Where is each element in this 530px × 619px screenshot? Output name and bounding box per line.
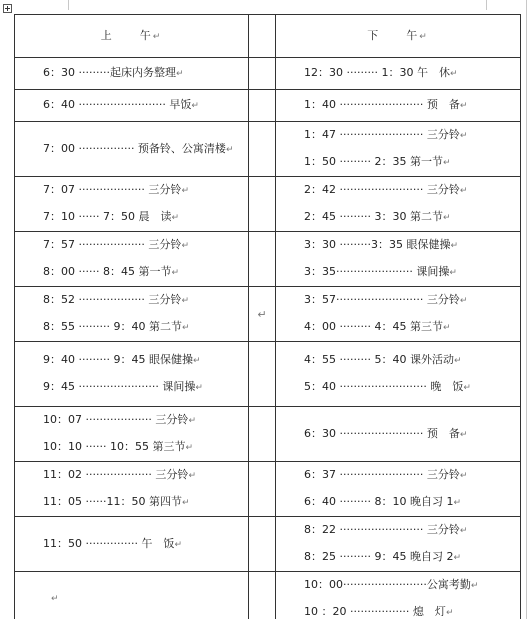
schedule-entry (15, 374, 248, 401)
afternoon-header-label: 下 午 (367, 28, 420, 42)
schedule-entry-text: 6：30 ························ 预 备 (304, 426, 460, 440)
schedule-entry (15, 177, 248, 204)
paragraph-mark-icon: ↵ (192, 356, 201, 366)
afternoon-cell (276, 462, 521, 517)
schedule-table (14, 14, 521, 619)
schedule-entry (276, 149, 520, 176)
paragraph-mark-icon: ↵ (188, 416, 196, 426)
schedule-entry-text: 9：45 ······················· 课间操 (43, 380, 196, 393)
schedule-entry (276, 232, 520, 259)
schedule-entry (276, 287, 520, 314)
paragraph-mark-icon: ↵ (181, 186, 189, 196)
gap-cell (249, 342, 276, 407)
table-row (15, 90, 521, 122)
paragraph-mark-icon: ↵ (459, 296, 468, 306)
paragraph-mark-icon: ↵ (445, 608, 454, 618)
schedule-entry (15, 92, 248, 119)
schedule-entry-text: 1：50 ········· 2：35 第一节 (304, 155, 443, 168)
schedule-entry-text: 3：57························· 三分铃 (304, 293, 460, 306)
gap-cell (249, 122, 276, 177)
paragraph-mark-icon: ↵ (185, 443, 194, 453)
schedule-entry (276, 517, 520, 544)
gap-cell (249, 517, 276, 572)
gap-cell (249, 572, 276, 619)
table-row (15, 287, 521, 342)
schedule-entry (276, 374, 520, 401)
schedule-entry (15, 531, 248, 558)
morning-cell (15, 58, 249, 90)
schedule-entry (15, 136, 248, 163)
gap-column (249, 15, 276, 58)
schedule-entry-text: 10：07 ··················· 三分铃 (43, 413, 189, 426)
morning-header-label: 上 午 (100, 28, 153, 42)
schedule-entry (276, 421, 520, 448)
table-row (15, 572, 521, 619)
table-row (15, 122, 521, 177)
schedule-entry-text: 7：57 ··················· 三分铃 (43, 238, 182, 251)
paragraph-mark-icon: ↵ (459, 131, 468, 141)
paragraph-mark-icon: ↵ (459, 526, 468, 536)
schedule-entry-text: 9：40 ········· 9：45 眼保健操 (43, 353, 193, 366)
schedule-entry-text: 12：30 ········· 1：30 午 休 (304, 66, 450, 79)
afternoon-cell (276, 287, 521, 342)
schedule-entry (15, 259, 248, 286)
schedule-entry (276, 599, 520, 619)
gap-cell (249, 287, 276, 342)
table-row (15, 177, 521, 232)
schedule-entry-text: 11：50 ··············· 午 饭 (43, 536, 175, 550)
schedule-entry-text: 7：00 ················ 预备铃、公寓清楼 (43, 141, 226, 155)
gap-cell (249, 462, 276, 517)
paragraph-mark-icon: ↵ (463, 383, 471, 393)
paragraph-mark-icon: ↵ (442, 213, 451, 223)
schedule-entry-text: 2：42 ························ 三分铃 (304, 183, 460, 196)
morning-cell (15, 287, 249, 342)
afternoon-cell (276, 90, 521, 122)
paragraph-mark-icon: ↵ (459, 101, 468, 111)
paragraph-mark-icon: ↵ (453, 553, 461, 563)
schedule-entry (276, 489, 520, 516)
gap-cell (249, 58, 276, 90)
schedule-entry-text: 6：40 ························· 早饭 (43, 98, 192, 111)
paragraph-mark-icon: ↵ (449, 69, 458, 79)
paragraph-mark-icon: ↵ (175, 69, 184, 79)
paragraph-mark-icon: ↵ (152, 31, 163, 42)
morning-cell (15, 462, 249, 517)
morning-cell (15, 232, 249, 287)
schedule-entry-text: 10：10 ······ 10：55 第三节 (43, 440, 186, 453)
paragraph-mark-icon: ↵ (470, 581, 479, 591)
paragraph-mark-icon: ↵ (191, 101, 199, 111)
schedule-entry-text: 6：30 ·········起床内务整理 (43, 66, 176, 79)
table-row (15, 232, 521, 287)
paragraph-mark-icon: ↵ (453, 356, 462, 366)
paragraph-mark-icon: ↵ (171, 213, 180, 223)
schedule-entry-text: 8：55 ········· 9：40 第二节 (43, 320, 182, 333)
schedule-entry (15, 314, 248, 341)
schedule-entry (276, 259, 520, 286)
schedule-entry-text: 3：30 ·········3：35 眼保健操 (304, 238, 451, 251)
schedule-entry (276, 60, 520, 87)
schedule-entry-text: 6：37 ························ 三分铃 (304, 468, 460, 481)
schedule-entry-text: 5：40 ························· 晚 饭 (304, 380, 464, 393)
table-move-handle-icon[interactable] (3, 4, 12, 13)
paragraph-mark-icon: ↵ (181, 241, 189, 251)
schedule-entry-text: 4：00 ········· 4：45 第三节 (304, 320, 443, 333)
schedule-entry (276, 92, 520, 119)
schedule-entry (276, 462, 520, 489)
paragraph-mark-icon: ↵ (225, 144, 234, 155)
schedule-entry-text: 8：22 ························ 三分铃 (304, 523, 460, 536)
morning-cell (15, 177, 249, 232)
afternoon-cell (276, 177, 521, 232)
schedule-entry (15, 204, 248, 231)
table-row (15, 407, 521, 462)
paragraph-mark-icon: ↵ (459, 471, 468, 481)
morning-cell (15, 407, 249, 462)
schedule-entry (15, 347, 248, 374)
schedule-entry-text: 4：55 ········· 5：40 课外活动 (304, 353, 454, 366)
gap-cell (249, 177, 276, 232)
paragraph-mark-icon: ↵ (419, 31, 429, 42)
header-row (15, 15, 521, 58)
paragraph-mark-icon: ↵ (459, 186, 468, 196)
schedule-entry (276, 347, 520, 374)
paragraph-mark-icon: ↵ (181, 323, 190, 333)
schedule-entry (276, 314, 520, 341)
morning-cell (15, 572, 249, 619)
page-margin-top-right (486, 0, 487, 10)
paragraph-mark-icon: ↵ (195, 383, 203, 393)
paragraph-mark-icon: ↵ (181, 296, 189, 306)
page-margin-right (526, 0, 527, 619)
paragraph-mark-icon: ↵ (459, 429, 468, 440)
schedule-entry-text: 10 ：20 ················· 熄 灯 (304, 605, 446, 618)
schedule-entry-text: 3：35······················ 课间操 (304, 265, 450, 278)
schedule-entry (276, 544, 520, 571)
schedule-entry (276, 572, 520, 599)
schedule-entry-text: 8：25 ········· 9：45 晚自习 2 (304, 550, 454, 563)
table-row (15, 462, 521, 517)
schedule-entry (15, 407, 248, 434)
schedule-entry (15, 287, 248, 314)
morning-cell (15, 517, 249, 572)
afternoon-cell (276, 232, 521, 287)
paragraph-mark-icon: ↵ (442, 158, 451, 168)
schedule-entry-text: 7：07 ··················· 三分铃 (43, 183, 182, 196)
schedule-entry-text: 2：45 ········· 3：30 第二节 (304, 210, 443, 223)
schedule-entry-text: 1：47 ························ 三分铃 (304, 128, 460, 141)
paragraph-mark-icon: ↵ (171, 268, 180, 278)
table-row (15, 58, 521, 90)
schedule-entry-text: 7：10 ······ 7：50 晨 读 (43, 210, 172, 223)
gap-cell (249, 407, 276, 462)
schedule-entry-text: 8：52 ··················· 三分铃 (43, 293, 182, 306)
morning-header (15, 15, 249, 58)
schedule-entry (276, 177, 520, 204)
paragraph-mark-icon: ↵ (188, 471, 196, 481)
paragraph-mark-icon: ↵ (442, 323, 451, 333)
schedule-entry-text: 10：00························公寓考勤 (304, 578, 471, 591)
afternoon-cell (276, 517, 521, 572)
afternoon-cell (276, 407, 521, 462)
afternoon-cell (276, 122, 521, 177)
paragraph-mark-icon: ↵ (174, 539, 182, 550)
morning-cell (15, 122, 249, 177)
schedule-entry (15, 232, 248, 259)
table-row (15, 342, 521, 407)
schedule-entry-text: 1：40 ························ 预 备 (304, 98, 460, 111)
page-margin-top-left (68, 0, 69, 10)
paragraph-mark-icon: ↵ (257, 307, 267, 321)
schedule-entry (276, 204, 520, 231)
afternoon-header (276, 15, 521, 58)
schedule-entry-text: 8：00 ······ 8：45 第一节 (43, 265, 172, 278)
paragraph-mark-icon: ↵ (51, 593, 59, 604)
morning-cell (15, 342, 249, 407)
table-row (15, 517, 521, 572)
gap-cell (249, 232, 276, 287)
paragraph-mark-icon: ↵ (450, 241, 459, 251)
schedule-entry (276, 122, 520, 149)
schedule-entry (15, 489, 248, 516)
schedule-entry-text: 11：05 ······11：50 第四节 (43, 495, 182, 508)
schedule-entry-text: 6：40 ········· 8：10 晚自习 1 (304, 495, 454, 508)
afternoon-cell (276, 58, 521, 90)
paragraph-mark-icon: ↵ (453, 498, 461, 508)
afternoon-cell (276, 342, 521, 407)
schedule-entry (15, 462, 248, 489)
paragraph-mark-icon: ↵ (181, 498, 190, 508)
schedule-entry (15, 60, 248, 87)
paragraph-mark-icon: ↵ (449, 268, 457, 278)
morning-cell (15, 90, 249, 122)
gap-cell (249, 90, 276, 122)
afternoon-cell (276, 572, 521, 619)
schedule-entry (15, 434, 248, 461)
schedule-entry-text: 11：02 ··················· 三分铃 (43, 468, 189, 481)
